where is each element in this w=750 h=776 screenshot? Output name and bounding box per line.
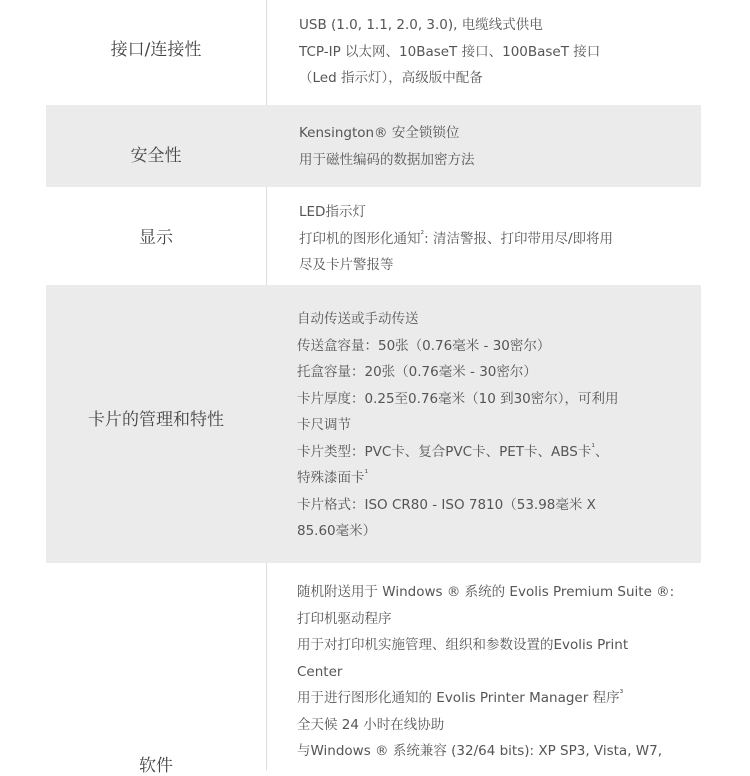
spec-row-software — [46, 563, 701, 776]
spec-line: 尽及卡片警报等 — [299, 257, 394, 273]
spec-label: 显示 — [139, 228, 173, 248]
footnote-marker: ¹ — [591, 442, 595, 453]
spec-text: 用于进行图形化通知的 Evolis Printer Manager 程序 — [297, 690, 620, 706]
column-divider — [266, 187, 267, 285]
spec-value — [299, 199, 701, 279]
column-divider — [266, 563, 267, 770]
spec-line — [299, 226, 701, 253]
spec-line: 托盒容量：20张（0.76毫米 - 30密尔） — [297, 364, 537, 380]
spec-line: 卡片厚度：0.25至0.76毫米（10 到30密尔），可利用 — [297, 390, 619, 407]
column-divider — [266, 0, 267, 105]
spec-line: Kensington® 安全锁锁位 — [299, 125, 460, 141]
spec-line: 卡片格式：ISO CR80 - ISO 7810（53.98毫米 X — [297, 496, 596, 513]
footnote-marker: ² — [420, 229, 425, 240]
spec-text: : 清洁警报、打印带用尽/即将用 — [424, 230, 613, 247]
spec-label: 卡片的管理和特性 — [88, 410, 224, 430]
spec-line — [297, 465, 701, 492]
spec-line: Center — [297, 663, 343, 680]
spec-text: 、 — [594, 443, 609, 460]
spec-line: 85.60毫米） — [297, 523, 377, 539]
footnote-marker: ¹ — [364, 469, 369, 479]
spec-value — [299, 12, 701, 92]
spec-value — [299, 120, 701, 173]
spec-text: 卡片类型：PVC卡、复合PVC卡、PET卡、ABS卡 — [297, 443, 592, 460]
spec-line: 打印机驱动程序 — [297, 610, 392, 627]
spec-row-security — [46, 105, 701, 187]
spec-line: TCP-IP 以太网、10BaseT 接口、100BaseT 接口 — [299, 43, 601, 60]
spec-line — [297, 685, 701, 712]
spec-line: 传送盒容量：50张（0.76毫米 - 30密尔） — [297, 337, 551, 354]
spec-row-connectivity — [46, 0, 701, 105]
spec-line: 用于磁性编码的数据加密方法 — [299, 151, 475, 168]
spec-line — [297, 439, 701, 466]
spec-value — [297, 306, 701, 545]
spec-line: 全天候 24 小时在线协助 — [297, 716, 445, 733]
spec-line: 随机附送用于 Windows ® 系统的 Evolis Premium Suite ®: — [297, 584, 675, 600]
spec-line: USB (1.0, 1.1, 2.0, 3.0), 电缆线式供电 — [299, 17, 543, 33]
spec-line: 与Windows ® 系统兼容 (32/64 bits): XP SP3, Vista, W7, — [297, 743, 663, 759]
spec-line: 卡尺调节 — [297, 417, 351, 433]
spec-line: LED指示灯 — [299, 204, 366, 220]
spec-line: 用于对打印机实施管理、组织和参数设置的Evolis Print — [297, 637, 629, 653]
spec-label: 安全性 — [130, 146, 182, 166]
spec-row-card-handling — [46, 285, 701, 563]
spec-label: 接口/连接性 — [110, 40, 202, 60]
spec-text: 打印机的图形化通知 — [299, 230, 421, 247]
footnote-marker: ³ — [619, 689, 624, 699]
spec-value — [297, 579, 701, 765]
spec-label: 软件 — [139, 756, 173, 776]
spec-row-display — [46, 187, 701, 285]
spec-line: （Led 指示灯），高级版中配备 — [299, 70, 483, 86]
spec-line: 自动传送或手动传送 — [297, 311, 419, 327]
spec-text: 特殊漆面卡 — [297, 470, 365, 486]
